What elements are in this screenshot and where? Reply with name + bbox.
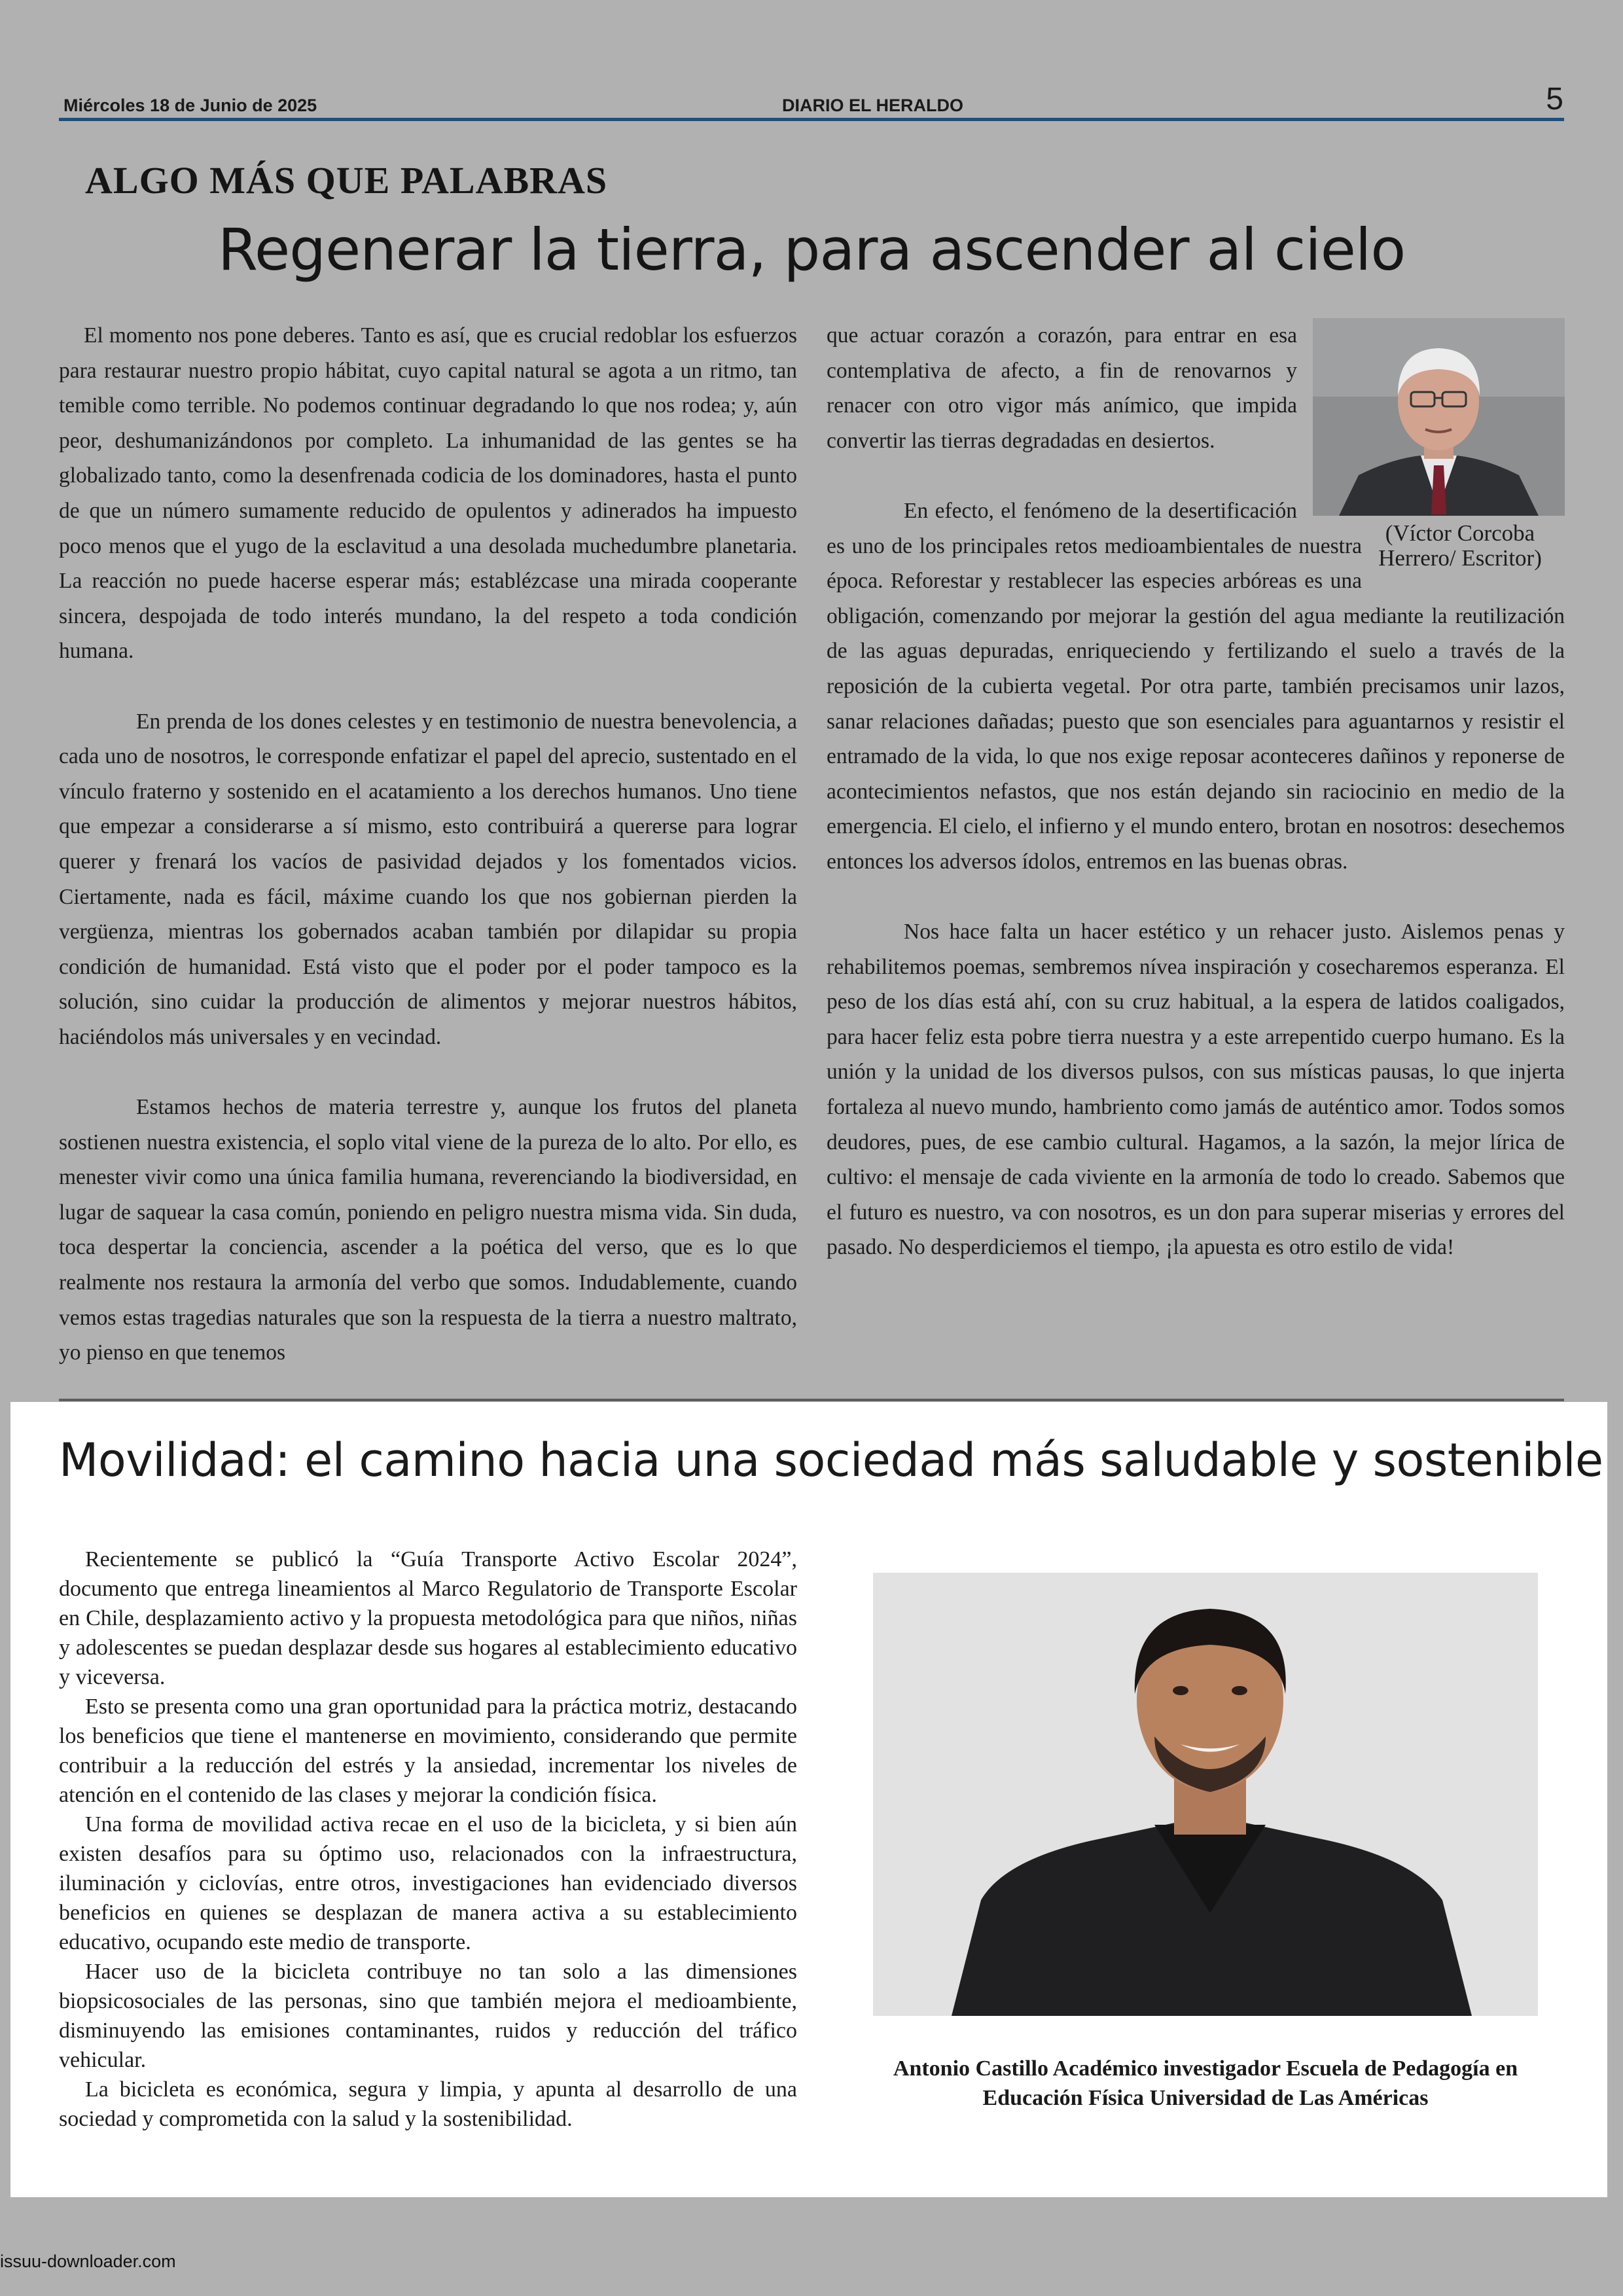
article1-paragraph: Nos hace falta un hacer estético y un rehacer justo. Aislemos penas y rehabilitemos poemas, sembremos nívea inspiración y cosecharemos esperanza. El peso de los días está ahí, con su cruz habitual, a la espera de latidos coaligados, para hacer feliz esta pobre tierra nuestra y a este arrepentido cuerpo humano. Es la unión y la unidad de los diversos pulsos, con sus místicas pausas, lo que injerta fortaleza al nuevo mundo, hambriento como jamás de auténtico amor. Todos somos deudores, pues, de ese cambio cultural. Hagamos, a la sazón, la mejor lírica de cultivo: el mensaje de cada viviente en la armonía de todo lo creado. Sabemos que el futuro es nuestro, va con nosotros, es un don para superar miserias y errores del pasado. No desperdiciemos el tiempo, ¡la apuesta es otro estilo de vida!	[827, 920, 1565, 1260]
article2-paragraph: Recientemente se publicó la “Guía Transporte Activo Escolar 2024”, documento que entrega lineamientos al Marco Regulatorio de Transporte Escolar en Chile, desplazamiento activo y la propuesta metodológica para que niños, niñas y adolescentes se puedan desplazar desde sus hogares al establecimiento educativo y viceversa.	[59, 1547, 797, 1689]
article1-column-right	[827, 318, 1565, 1375]
source-watermark: issuu-downloader.com	[0, 2251, 176, 2271]
author-photo-caption: (Víctor Corcoba Herrero/ Escritor)	[1378, 520, 1542, 571]
article2-paragraph: Hacer uso de la bicicleta contribuye no tan solo a las dimensiones biopsicosociales de las personas, sino que también mejora el medioambiente, disminuyendo las emisiones contaminantes, ruidos y reducción del tráfico vehicular.	[59, 1960, 797, 2072]
newspaper-name: DIARIO EL HERALDO	[782, 96, 964, 115]
article1-column-left	[59, 318, 797, 1375]
article2-paragraph: Una forma de movilidad activa recae en el uso de la bicicleta, y si bien aún existen desafíos para su óptimo uso, relacionados con la infraestructura, iluminación y ciclovías, entre otros, investigaciones han evidenciado diversos beneficios en quienes se desplazan de manera activa a su establecimiento educativo, ocupando este medio de transporte.	[59, 1812, 797, 1954]
article2-paragraph: Esto se presenta como una gran oportunidad para la práctica motriz, destacando los beneficios que tiene el mantenerse en movimiento, considerando que permite contribuir a la reducción del estrés y la ansiedad, incrementar los niveles de atención en el contenido de las clases y mejorar la condición física.	[59, 1695, 797, 1807]
issue-date: Miércoles 18 de Junio de 2025	[63, 96, 317, 115]
article1-headline: Regenerar la tierra, para ascender al cielo	[217, 216, 1406, 283]
article1-paragraph: Estamos hechos de materia terrestre y, aunque los frutos del planeta sostienen nuestra existencia, el soplo vital viene de la pureza de lo alto. Por ello, es menester vivir como una única familia humana, reverenciando la biodiversidad, en lugar de saquear la casa común, poniendo en peligro nuestra misma vida. Sin duda, toca despertar la conciencia, ascender a la poética del verso, que es lo que realmente nos restaura la armonía del verbo que somos. Indudablemente, cuando vemos estas tragedias naturales que son la respuesta de la tierra a nuestro maltrato, yo pienso en que tenemos	[59, 1095, 797, 1365]
page-number: 5	[1546, 82, 1563, 117]
article2-paragraph: La bicicleta es económica, segura y limpia, y apunta al desarrollo de una sociedad y comprometida con la salud y la sostenibilidad.	[59, 2077, 797, 2131]
article2-body	[59, 1545, 797, 2134]
article1-paragraph: que actuar corazón a corazón, para entrar en esa contemplativa de afecto, a fin de renovarnos y renacer con otro vigor más anímico, que impida convertir las tierras degradadas en desiertos.	[827, 323, 1297, 453]
article-divider	[59, 1399, 1564, 1401]
article2-headline: Movilidad: el camino hacia una sociedad más saludable y sostenible	[59, 1433, 1603, 1487]
article1-paragraph: En efecto, el fenómeno de la desertificación es uno de los principales retos medioambientales de nuestra época. Reforestar y restablecer las especies arbóreas es una obligación, comenzando por mejorar la gestión del agua mediante la reutilización de las aguas depuradas, enriqueciendo y fertilizando el suelo a través de la reposición de la cubierta vegetal. Por otra parte, también precisamos unir lazos, sanar relaciones dañadas; puesto que son esenciales para aguantarnos y resistir el entramado de la vida, lo que nos exige reposar aconteceres dañinos y reponerse de acontecimientos nefastos, que nos están dejando sin raciocinio en medio de la emergencia. El cielo, el infierno y el mundo entero, brotan en nosotros: desechemos entonces los adversos ídolos, entremos en las buenas obras.	[827, 498, 1565, 874]
academic-photo-caption: Antonio Castillo Académico investigador Escuela de Pedagogía en Educación Física Universidad de Las Américas	[893, 2056, 1518, 2110]
author-photo	[1313, 318, 1565, 516]
article1-paragraph: En prenda de los dones celestes y en testimonio de nuestra benevolencia, a cada uno de nosotros, le corresponde enfatizar el papel del aprecio, sustentado en el vínculo fraterno y sostenido en el acatamiento a los derechos humanos. Uno tiene que empezar a considerarse a sí mismo, esto contribuirá a quererse para lograr querer y frenará los vacíos de pasividad dejados y los fomentados vicios. Ciertamente, nada es fácil, máxime cuando los que nos gobiernan pierden la vergüenza, mientras los gobernados acaban también por dilapidar su propia condición de humanidad. Está visto que el poder por el poder tampoco es la solución, sino cuidar la producción de alimentos y mejorar nuestros hábitos, haciéndolos más universales y en vecindad.	[59, 709, 797, 1049]
column-section-label: ALGO MÁS QUE PALABRAS	[85, 159, 608, 202]
article1-paragraph: El momento nos pone deberes. Tanto es así, que es crucial redoblar los esfuerzos para restaurar nuestro propio hábitat, cuyo capital natural se agota a un ritmo, tan temible como terrible. No podemos continuar degradando lo que nos rodea; y, aún peor, deshumanizándonos por completo. La inhumanidad de las gentes se ha globalizado tanto, como la desenfrenada codicia de los dominadores, hasta el punto de que un número sumamente reducido de opulentos y adinerados ha impuesto poco menos que el yugo de la esclavitud a una desolada muchedumbre planetaria. La reacción no puede hacerse esperar más; establézcase una mirada cooperante sincera, despojada de todo interés mundano, la del respeto a toda condición humana.	[59, 323, 797, 664]
header-divider	[59, 118, 1564, 121]
academic-photo	[873, 1573, 1538, 2016]
